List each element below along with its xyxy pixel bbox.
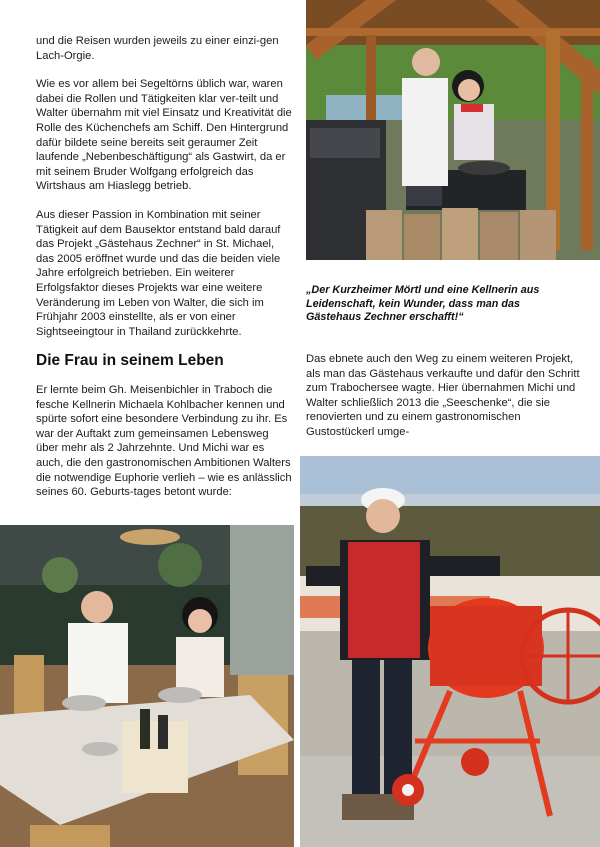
right-column-text [306,352,586,440]
grill-photo-image [306,0,600,260]
grill-photo [306,0,600,260]
left-column-text [36,34,292,339]
dinner-photo-image [0,525,294,847]
section-heading: Die Frau in seinem Leben [36,352,224,369]
paragraph: Aus dieser Passion in Kombination mit seiner Tätigkeit auf dem Bausektor entstand bald darauf das Projekt „Gästehaus Zechner“ in St. Michael, das 2005 eröffnet wurde und das die beiden viele Jahre erfolgreich betrieben. Ein weiterer Erfolgsfaktor dieses Projekts war eine weitere Veränderung im Leben von Walter, die sich im Frühjahr 2003 einstellte, als er von einer Sightseeingtour in Thailand zurückkehrte. [36,208,281,338]
section-text [36,383,292,500]
paragraph: Er lernte beim Gh. Meisenbichler in Traboch die fesche Kellnerin Michaela Kohlbacher kennen und spürte sofort eine besondere Verbindung zu ihr. Es war der Auftakt zum gemeinsamen Lebensweg über mehr als 2 Jahrzehnte. Und Michi war es auch, die den gastronomischen Ambitionen Walters die notwendige Euphorie verlieh – wie es anlässlich seines 60. Geburts-tages betont wurde: [36,384,292,499]
cement-mixer-image [300,456,600,847]
paragraph: Das ebnete auch den Weg zu einem weiteren Projekt, als man das Gästehaus verkaufte und dafür den Schritt zum Trabochersee wagte. Hier übernahmen Michi und Walter schließlich 2013 die „Seeschenke“, die sie renovierten und zu einem gastronomischen Gustostückerl umge- [306,353,580,438]
photo-caption: „Der Kurzheimer Mörtl und eine Kellnerin aus Leidenschaft, kein Wunder, dass man das Gästehaus Zechner erschafft!“ [306,284,540,324]
dinner-photo [0,525,294,847]
cement-mixer-photo [300,456,600,847]
paragraph: Wie es vor allem bei Segeltörns üblich war, waren dabei die Rollen und Tätigkeiten klar ver-teilt und Walter übernahm mit viel Einsatz und Kreativität die Rolle des Küchenchefs am Schiff. Den Hintergrund dafür bildete seine bereits seit geraumer Zeit laufende „Nebenbeschäftigung“ als Gastwirt, da er mit seinem Bruder Wolfgang erfolgreich das Wirtshaus am Hiaslegg betrieb. [36,78,292,193]
paragraph: und die Reisen wurden jeweils zu einer einzi-gen Lach-Orgie. [36,35,279,62]
